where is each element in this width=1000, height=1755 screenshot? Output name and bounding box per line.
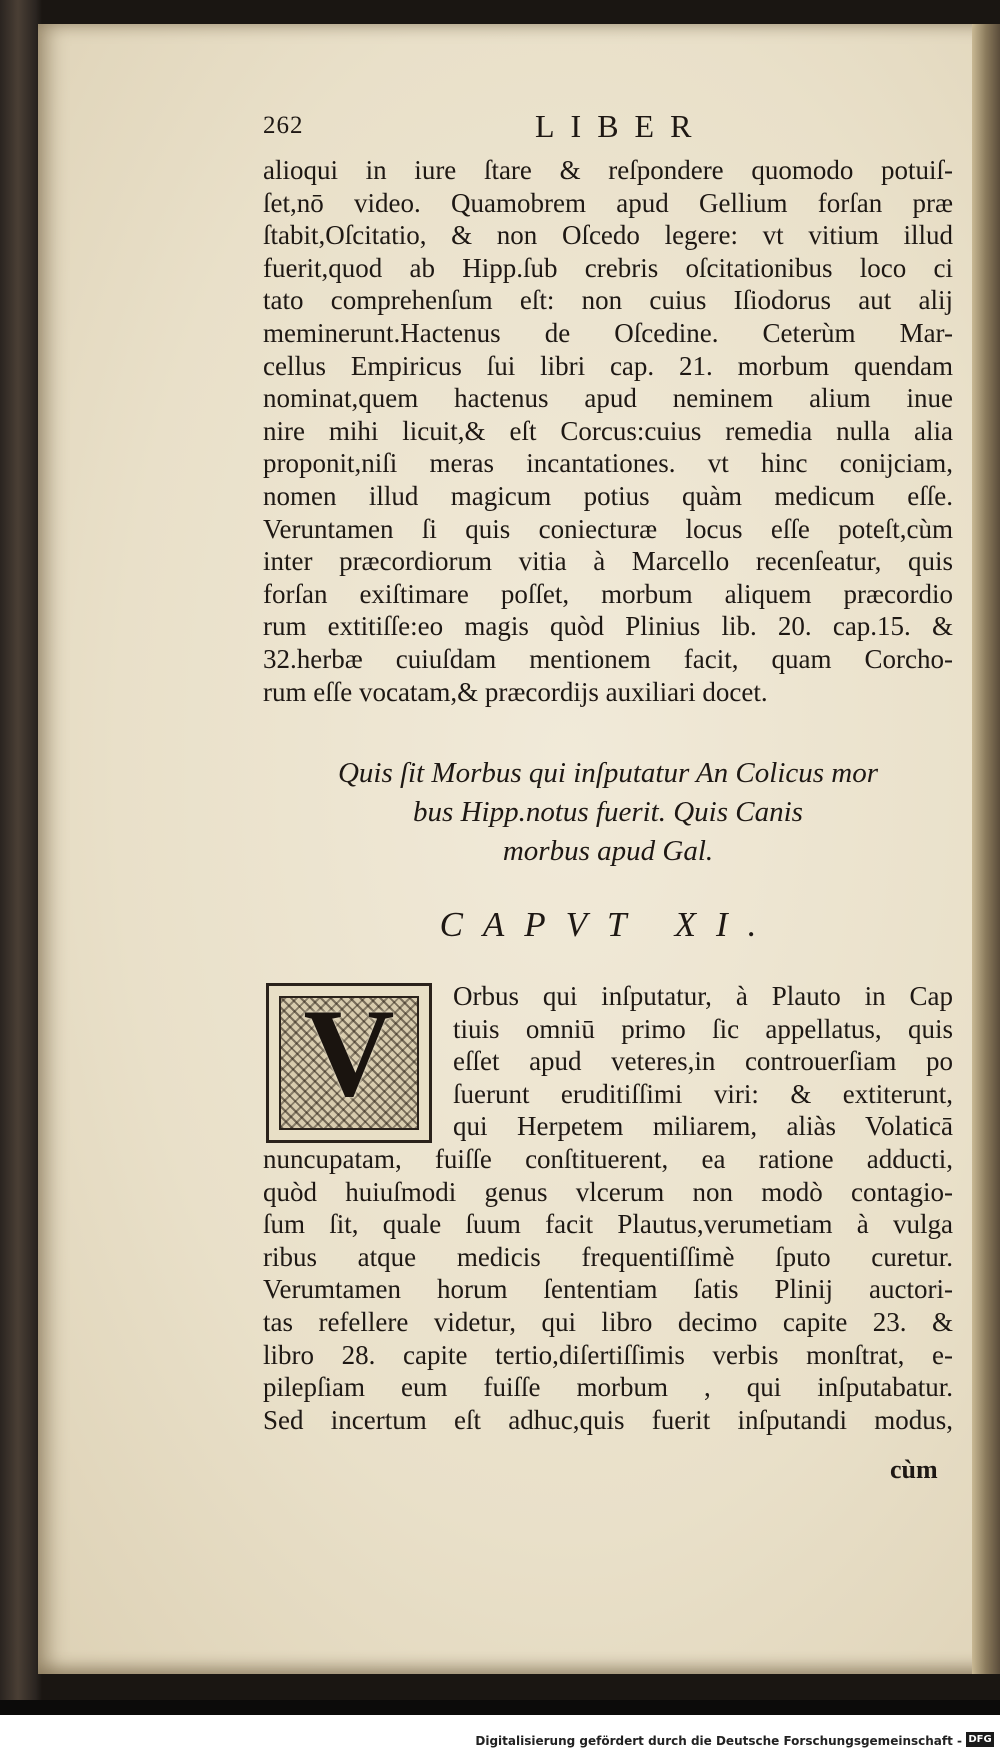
text-line: cellus Empiricus ſui libri cap. 21. morbum quendam bbox=[263, 350, 953, 381]
text-line: tato comprehenſum eſt: non cuius Iſiodorus aut alij bbox=[263, 285, 953, 316]
text-line: ſet,nō video. Quamobrem apud Gellium forſan præ bbox=[263, 187, 953, 218]
text-line: Sed incertum eſt adhuc,quis fuerit inſputandi modus, bbox=[263, 1404, 953, 1435]
text-line: rum extitiſſe:eo magis quòd Plinius lib. 20. cap.15. & bbox=[263, 611, 953, 642]
text-line: qui Herpetem miliarem, aliàs Volaticā bbox=[453, 1111, 953, 1142]
dfg-logo: DFG bbox=[966, 1732, 994, 1747]
funding-notice: Digitalisierung gefördert durch die Deutsche Forschungsgemeinschaft - bbox=[475, 1734, 962, 1748]
text-line: eſſet apud veteres,in controuerſiam po bbox=[453, 1046, 953, 1077]
text-line: Verumtamen horum ſententiam ſatis Plinij auctori- bbox=[263, 1274, 953, 1305]
text-line: inter præcordiorum vitia à Marcello recenſeatur, quis bbox=[263, 546, 953, 577]
text-line: proponit,niſi meras incantationes. vt hinc conijciam, bbox=[263, 448, 953, 479]
text-line: meminerunt.Hactenus de Oſcedine. Ceterùm Mar- bbox=[263, 317, 953, 348]
text-line: nire mihi licuit,& eſt Corcus:cuius remedia nulla alia bbox=[263, 415, 953, 446]
text-line: tas refellere videtur, qui libro decimo capite 23. & bbox=[263, 1306, 953, 1337]
text-line: ſuerunt eruditiſſimi viri: & extiterunt, bbox=[453, 1078, 953, 1109]
heading-line: Quis ſit Morbus qui inſputatur An Colicus mor bbox=[337, 757, 879, 789]
running-title: LIBER bbox=[535, 108, 708, 144]
text-line: Veruntamen ſi quis coniecturæ locus eſſe poteſt,cùm bbox=[263, 513, 953, 544]
text-line: nomen illud magicum potius quàm medicum eſſe. bbox=[263, 480, 953, 511]
text-line: tiuis omniū primo ſic appellatus, quis bbox=[453, 1013, 953, 1044]
catchword: cùm bbox=[890, 1455, 938, 1484]
drop-cap-letter: V bbox=[303, 984, 395, 1123]
text-line: forſan exiſtimare poſſet, morbum aliquem præcordio bbox=[263, 578, 953, 609]
text-line: quòd huiuſmodi genus vlcerum non modò contagio- bbox=[263, 1176, 953, 1207]
text-line: libro 28. capite tertio,diſertiſſimis verbis monſtrat, e- bbox=[263, 1339, 953, 1370]
text-line: pilepſiam eum fuiſſe morbum , qui inſputabatur. bbox=[263, 1372, 953, 1403]
chapter-label: CAPVT XI. bbox=[439, 905, 777, 944]
running-head bbox=[263, 108, 763, 152]
text-line: nominat,quem hactenus apud neminem alium inue bbox=[263, 383, 953, 414]
section-heading bbox=[263, 754, 953, 871]
text-line: 32.herbæ cuiuſdam mentionem facit, quam Corcho- bbox=[263, 643, 953, 674]
heading-line: bus Hipp.notus fuerit. Quis Canis bbox=[413, 796, 803, 828]
text-line: rum eſſe vocatam,& præcordijs auxiliari docet. bbox=[263, 676, 768, 707]
text-line: ribus atque medicis frequentiſſimè ſputo curetur. bbox=[263, 1241, 953, 1272]
page-number: 262 bbox=[263, 112, 304, 139]
text-line: ſtabit,Oſcitatio, & non Oſcedo legere: vt vitium illud bbox=[263, 220, 953, 251]
text-line: ſum ſit, quale ſuum facit Plautus,verumetiam à vulga bbox=[263, 1209, 953, 1240]
text-line: Orbus qui inſputatur, à Plauto in Cap bbox=[453, 981, 953, 1011]
body-text bbox=[263, 154, 953, 708]
heading-line: morbus apud Gal. bbox=[502, 835, 714, 867]
text-line: fuerit,quod ab Hipp.ſub crebris oſcitationibus loco ci bbox=[263, 252, 953, 283]
text-line: nuncupatam, fuiſſe conſtituerent, ea ratione adducti, bbox=[263, 1143, 953, 1174]
page-edge bbox=[972, 24, 1000, 1674]
text-line: alioqui in iure ſtare & reſpondere quomodo potuiſ- bbox=[263, 155, 953, 185]
digitization-footer bbox=[0, 1715, 1000, 1755]
chapter-text bbox=[263, 980, 953, 1436]
